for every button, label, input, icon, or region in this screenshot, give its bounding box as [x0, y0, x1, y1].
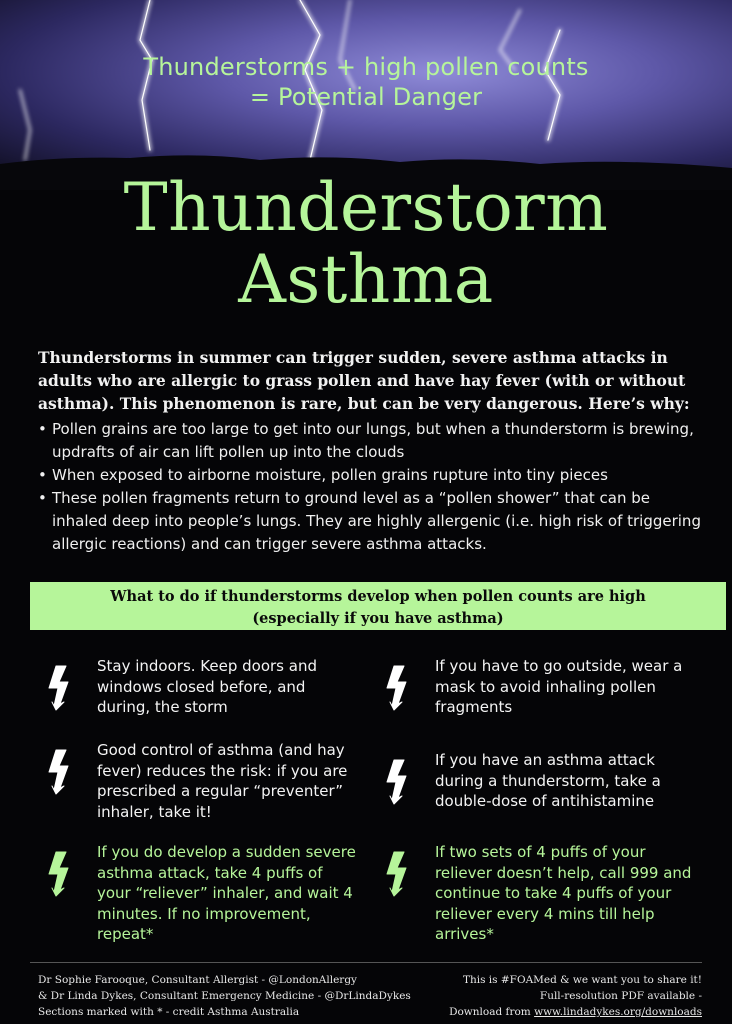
list-item: • These pollen fragments return to ground level as a “pollen shower” that can be inhaled deep into people’s lungs. They are highly allergenic (i.e. high risk of triggering allergic reactions) and can trigger severe asthma attacks. — [38, 487, 702, 556]
footer-share-line: This is #FOAMed & we want you to share it! — [462, 974, 702, 986]
tip-text: If you have to go outside, wear a mask to avoid inhaling pollen fragments — [435, 657, 683, 716]
headline-line-1: Thunderstorms + high pollen counts — [143, 53, 589, 81]
explanation-list — [38, 418, 702, 556]
footer-credit-line: Sections marked with * - credit Asthma Australia — [38, 1006, 300, 1018]
download-link[interactable]: www.lindadykes.org/downloads — [534, 1006, 702, 1018]
page-title — [0, 169, 732, 318]
list-item: • Pollen grains are too large to get into our lungs, but when a thunderstorm is brewing, updrafts of air can lift pollen up into the clouds — [38, 418, 702, 464]
title-line-2: Asthma — [238, 241, 494, 318]
list-item: • When exposed to airborne moisture, pollen grains rupture into tiny pieces — [38, 464, 702, 487]
footer-divider — [30, 962, 702, 963]
tip-text: Good control of asthma (and hay fever) reduces the risk: if you are prescribed a regular “preventer” inhaler, take it! — [97, 741, 348, 821]
tip-text: If you have an asthma attack during a thunderstorm, take a double-dose of antihistamine — [435, 751, 661, 810]
title-line-1: Thunderstorm — [123, 169, 609, 246]
footer-credit-line: & Dr Linda Dykes, Consultant Emergency Medicine - @DrLindaDykes — [38, 990, 411, 1002]
lightning-bolt-icon — [382, 664, 412, 712]
tip-text: Stay indoors. Keep doors and windows closed before, and during, the storm — [97, 657, 317, 716]
tip-text: If you do develop a sudden severe asthma attack, take 4 puffs of your “reliever” inhaler, and wait 4 minutes. If no improvement, repeat* — [97, 843, 356, 943]
lightning-bolt-icon — [44, 664, 74, 712]
lightning-bolt-icon — [44, 748, 74, 796]
banner-line-1: What to do if thunderstorms develop when pollen counts are high — [110, 588, 646, 605]
what-to-do-banner — [30, 582, 726, 630]
footer-credits — [38, 972, 418, 1020]
footer-download-line — [420, 1004, 702, 1020]
footer-share-line: Full-resolution PDF available - — [539, 990, 702, 1002]
intro-paragraph: Thunderstorms in summer can trigger sudden, severe asthma attacks in adults who are allergic to grass pollen and have hay fever (with or without asthma). This phenomenon is rare, but can be very dangerous. Here’s why: — [38, 348, 690, 413]
lightning-bolt-icon — [44, 850, 74, 898]
headline-banner — [0, 52, 732, 112]
lightning-bolt-icon — [382, 758, 412, 806]
headline-line-2: = Potential Danger — [249, 83, 483, 111]
tip-text: If two sets of 4 puffs of your reliever doesn’t help, call 999 and continue to take 4 puffs of your reliever every 4 mins till help arrives* — [435, 843, 692, 943]
lightning-bolt-icon — [382, 850, 412, 898]
banner-line-2: (especially if you have asthma) — [252, 610, 504, 627]
footer-share-info — [420, 972, 702, 1020]
download-prefix: Download from — [449, 1006, 535, 1018]
footer-credit-line: Dr Sophie Farooque, Consultant Allergist - @LondonAllergy — [38, 974, 357, 986]
